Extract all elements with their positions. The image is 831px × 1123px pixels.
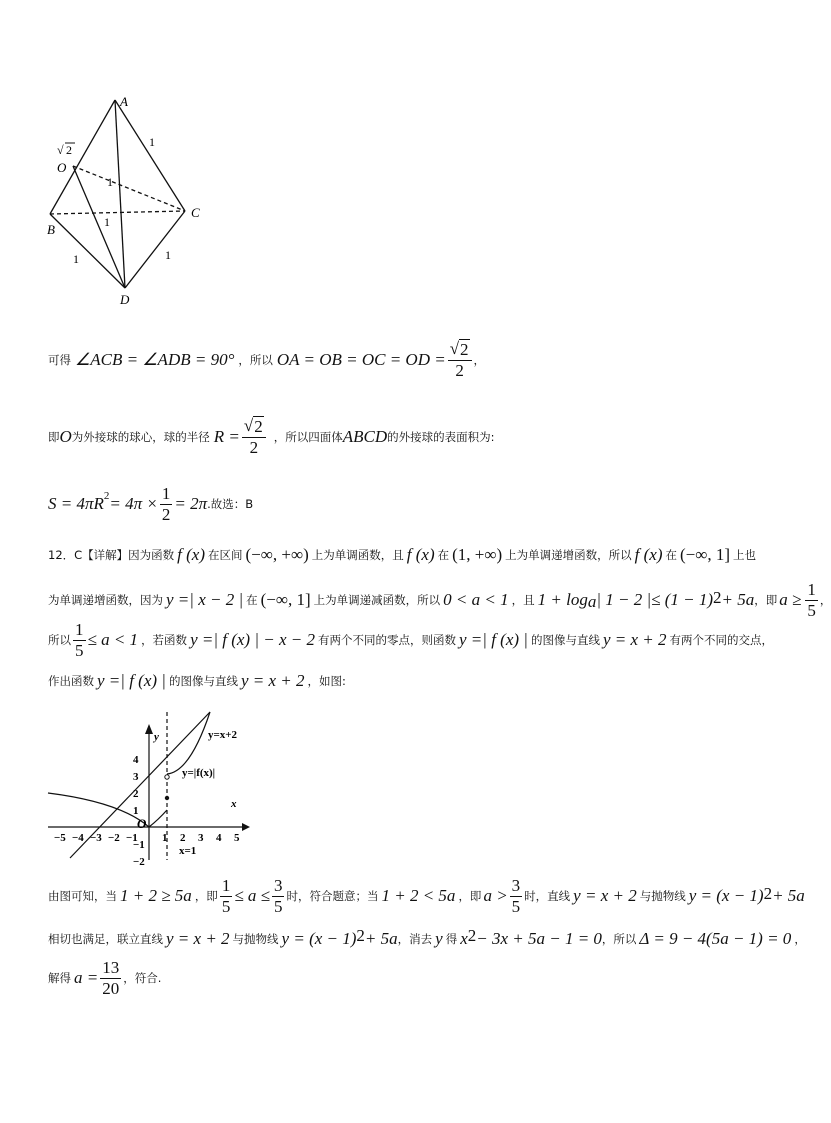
label-B: B <box>47 222 55 237</box>
edge-label-oc: 1 <box>107 175 113 189</box>
x-tick-label: 1 <box>162 832 168 844</box>
p12-line3: 所以 $\frac{1}{5}$ ≤ a < 1 ，若函数 y =| f (x) | − x − 2 有两个不同的零点，则函数 y =| f (x) | 的图像与直线 y = x + 2 有两个不同的交点， <box>48 619 774 660</box>
x-tick-label: −4 <box>72 832 84 844</box>
x-tick-label: 2 <box>180 832 186 844</box>
y-tick-label: 2 <box>133 788 139 800</box>
edge-label-sqrt2: 2 <box>66 143 72 157</box>
x-tick-label: −3 <box>90 832 102 844</box>
fraction-half: $\frac{1}{2}$ <box>161 483 171 524</box>
p12-line1: 12．C【详解】因为函数 f (x) 在区间 (−∞, +∞) 上为单调函数，且 f (x) 在 (1, +∞) 上为单调递增函数，所以 f (x) 在 (−∞, 1] 上也 <box>48 545 757 564</box>
x-tick-label: −2 <box>108 832 120 844</box>
edge-label-od: 1 <box>104 215 110 229</box>
function-graph <box>40 710 260 868</box>
label-O: O <box>57 160 67 175</box>
edge-label-cd: 1 <box>165 248 171 262</box>
sqrt-symbol: √ <box>57 143 64 157</box>
label-curve: y=|f(x)| <box>182 767 216 779</box>
p13-line2: 相切也满足，联立直线 y = x + 2 与抛物线 y = (x − 1) 2 + 5a ，消去 y 得 x 2 − 3x + 5a − 1 = 0 ，所以 Δ = 9 − 4(5a − 1) = 0 ， <box>48 926 806 948</box>
p13-line1: 由图可知，当 1 + 2 ≥ 5a ，即 $\frac{1}{5}$ ≤ a ≤ $\frac{3}{5}$ 时，符合题意；当 1 + 2 < 5a ，即 a > $\frac{3}{5}$ 时，直线 y = x + 2 与抛物线 y = (x − 1) 2 + 5a <box>48 875 805 916</box>
label-vline: x=1 <box>179 845 197 857</box>
y-tick-label: −1 <box>133 839 145 851</box>
p12-line4: 作出函数 y =| f (x) | 的图像与直线 y = x + 2 ，如图: <box>48 671 346 690</box>
axis-label-y: y <box>154 731 159 743</box>
edge-label-bd: 1 <box>73 252 79 266</box>
line-right-angles: 可得 ∠ACB = ∠ADB = 90° ，所以 OA = OB = OC = OD = √ 2 2 ， <box>48 339 486 380</box>
fraction-radius: √ 2 2 <box>242 416 266 458</box>
p12-line2: 为单调递增函数，因为 y =| x − 2 | 在 (−∞, 1] 上为单调递减函数，所以 0 < a < 1 ，且 1 + log a | 1 − 2 |≤ (1 − 1) 2 + 5a ，即 a ≥ $\frac{1}{5}$ ， <box>48 579 831 620</box>
fraction-one-fifth: $\frac{1}{5}$ <box>807 579 816 620</box>
y-tick-label: −2 <box>133 856 145 868</box>
y-tick-label: 1 <box>133 805 139 817</box>
edge-label-ac: 1 <box>149 135 155 149</box>
x-tick-label: −1 <box>126 832 138 844</box>
x-tick-label: −5 <box>54 832 66 844</box>
fraction-one-fifth-b: $\frac{1}{5}$ <box>75 619 84 660</box>
tetrahedron-figure <box>40 90 220 310</box>
label-D: D <box>120 292 130 307</box>
p13-line3: 解得 a = $\frac{13}{20}$ ，符合. <box>48 957 162 998</box>
x-tick-label: 3 <box>198 832 204 844</box>
y-tick-label: 3 <box>133 771 139 783</box>
origin-label: O <box>137 816 147 831</box>
label-line: y=x+2 <box>208 729 238 741</box>
x-tick-label: 4 <box>216 832 222 844</box>
x-tick-label: 5 <box>234 832 240 844</box>
line-surface-area: S = 4πR $^2$ = 4π × $\frac{1}{2}$ = 2π .故选：B <box>48 483 254 524</box>
line-sphere-center: 即 O 为外接球的球心，球的半径 R = √ 2 2 ，所以四面体 ABCD 的外接球的表面积为: <box>48 416 495 457</box>
label-C: C <box>191 205 200 220</box>
label-A: A <box>120 94 128 109</box>
axis-label-x: x <box>231 798 237 810</box>
fraction-sqrt2-over-2: √ 2 2 <box>448 339 472 381</box>
y-tick-label: 4 <box>133 754 139 766</box>
